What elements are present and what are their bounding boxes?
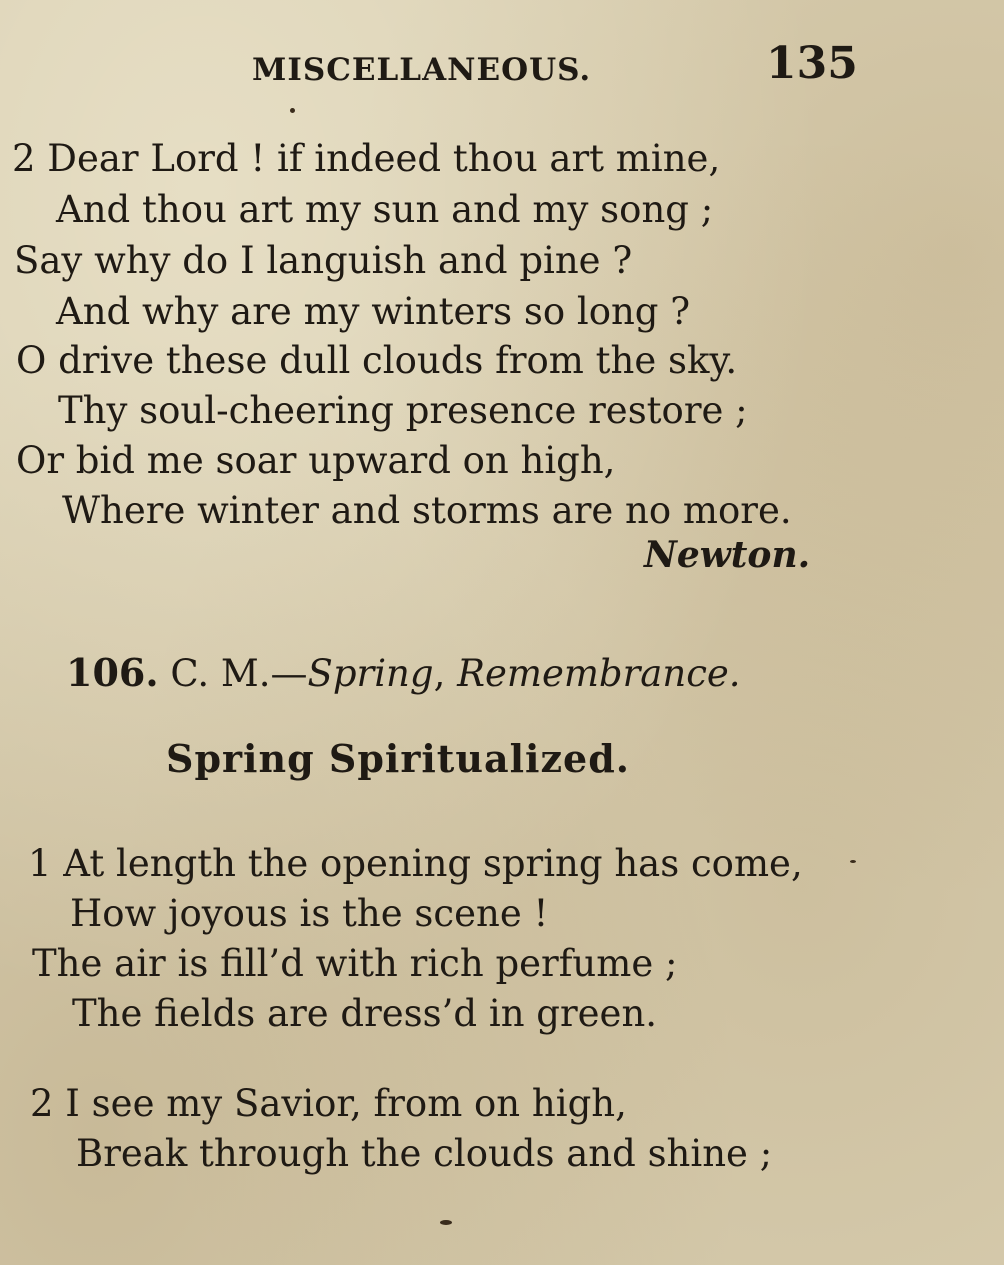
tune-separator: , (433, 652, 458, 695)
verse-line: And why are my winters so long ? (56, 290, 691, 333)
hymn-title: Spring Spiritualized. (166, 736, 631, 781)
paper-speck (850, 860, 856, 863)
verse-line: Break through the clouds and shine ; (76, 1132, 773, 1175)
verse-line: Or bid me soar upward on high, (16, 439, 616, 482)
verse-line: Say why do I languish and pine ? (14, 239, 633, 282)
author-attribution: Newton. (644, 534, 811, 576)
verse-line: How joyous is the scene ! (70, 892, 549, 935)
page-number: 135 (766, 38, 858, 89)
verse-line: Thy soul-cheering presence restore ; (58, 389, 748, 432)
running-header: MISCELLANEOUS. (252, 52, 592, 88)
hymn-number: 106. (66, 650, 159, 695)
verse-line: The air is fill’d with rich perfume ; (32, 942, 678, 985)
verse-line: 2 I see my Savior, from on high, (30, 1082, 627, 1125)
verse-line: O drive these dull clouds from the sky. (16, 339, 738, 382)
verse-line: The fields are dress’d in green. (72, 992, 658, 1035)
verse-line: 2 Dear Lord ! if indeed thou art mine, (12, 137, 721, 180)
tune-name: Spring (307, 652, 434, 695)
hymn-meter: C. M.— (170, 652, 308, 695)
paper-speck (290, 108, 295, 113)
verse-line: And thou art my sun and my song ; (56, 188, 714, 231)
hymn-heading (66, 650, 741, 695)
verse-line: Where winter and storms are no more. (62, 489, 792, 532)
tune-name: Remembrance. (457, 652, 741, 695)
paper-speck (440, 1220, 452, 1225)
verse-line: 1 At length the opening spring has come, (28, 842, 803, 885)
